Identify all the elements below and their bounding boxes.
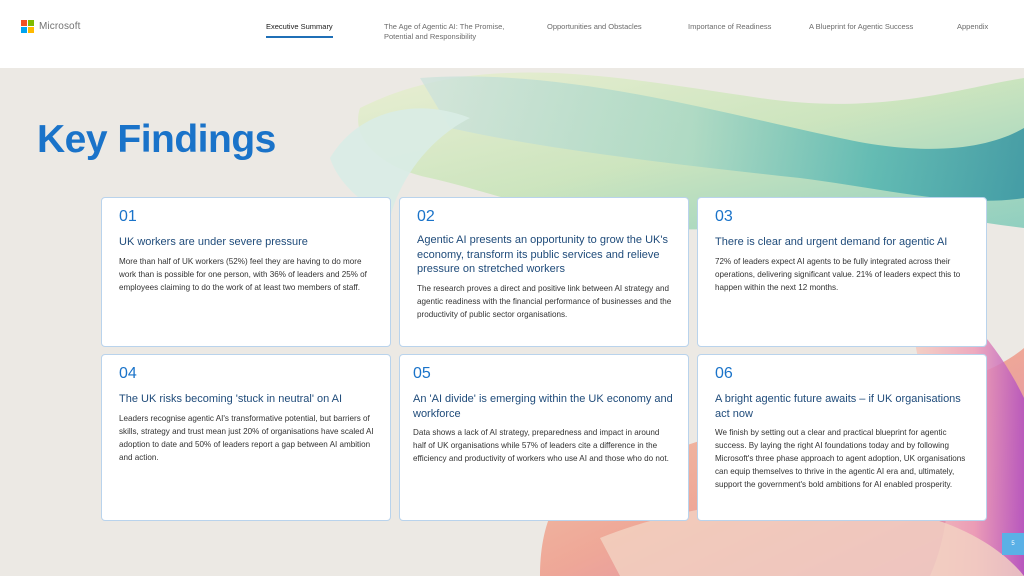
- page-title: Key Findings: [37, 118, 276, 161]
- finding-title: A bright agentic future awaits – if UK organisations act now: [715, 393, 961, 420]
- finding-body: Data shows a lack of AI strategy, preparedness and impact in around half of UK organisations while 57% of leaders cite a difference in the efficiency and productivity of workers who use AI and those who do not.: [413, 428, 669, 463]
- finding-title: An 'AI divide' is emerging within the UK economy and workforce: [413, 393, 673, 420]
- finding-body: More than half of UK workers (52%) feel they are having to do more work than is possible for one person, with 36% of leaders and 25% of employees claiming to do the work of at least two members of staff.: [119, 256, 367, 292]
- nav-item-age-of-agentic-ai[interactable]: The Age of Agentic AI: The Promise, Potential and Responsibility: [384, 22, 505, 41]
- finding-body: The research proves a direct and positive link between AI strategy and agentic readiness with the financial performance of businesses and the productivity of public sector organisations.: [417, 283, 672, 319]
- finding-number: 03: [715, 208, 733, 225]
- finding-card-06: [697, 354, 987, 521]
- nav-item-readiness[interactable]: Importance of Readiness: [688, 22, 772, 31]
- finding-card-02: [399, 197, 689, 347]
- finding-number: 01: [119, 208, 137, 225]
- nav-item-appendix[interactable]: Appendix: [957, 22, 989, 31]
- finding-number: 04: [119, 365, 137, 382]
- finding-title: There is clear and urgent demand for agentic AI: [715, 236, 948, 248]
- finding-number: 05: [413, 365, 431, 382]
- microsoft-logo-icon: [21, 20, 34, 33]
- top-navigation: [0, 0, 1024, 68]
- finding-number: 02: [417, 208, 435, 225]
- finding-card-03: [697, 197, 987, 347]
- nav-item-executive-summary[interactable]: Executive Summary: [266, 22, 333, 31]
- brand-name: Microsoft: [39, 21, 81, 32]
- finding-title: The UK risks becoming 'stuck in neutral' on AI: [119, 393, 343, 405]
- nav-item-blueprint[interactable]: A Blueprint for Agentic Success: [809, 22, 914, 31]
- finding-number: 06: [715, 365, 733, 382]
- nav-item-opportunities[interactable]: Opportunities and Obstacles: [547, 22, 642, 31]
- finding-body: We finish by setting out a clear and practical blueprint for agentic success. By laying the right AI foundations today and by following Microsoft's three phase approach to agent adoption, UK organisations can equip themselves to thrive in the agentic AI era and, ultimately, support the government's bold ambitions for AI enabled prosperity.: [715, 428, 966, 489]
- finding-title: Agentic AI presents an opportunity to grow the UK's economy, transform its public services and relieve pressure on stretched workers: [417, 234, 668, 275]
- finding-card-04: [101, 354, 391, 521]
- finding-body: 72% of leaders expect AI agents to be fully integrated across their operations, delivering significant value. 21% of leaders expect this to happen within the next 12 months.: [715, 256, 961, 292]
- nav-active-indicator: [266, 36, 333, 38]
- finding-card-01: [101, 197, 391, 347]
- finding-title: UK workers are under severe pressure: [119, 236, 308, 248]
- page-number-badge: 5: [1002, 533, 1024, 555]
- finding-body: Leaders recognise agentic AI's transformative potential, but barriers of skills, strategy and trust mean just 20% of organisations have scaled AI adoption to date and 50% of leaders report a gap between AI ambition and action.: [119, 413, 374, 462]
- finding-card-05: [399, 354, 689, 521]
- microsoft-logo[interactable]: [21, 20, 80, 33]
